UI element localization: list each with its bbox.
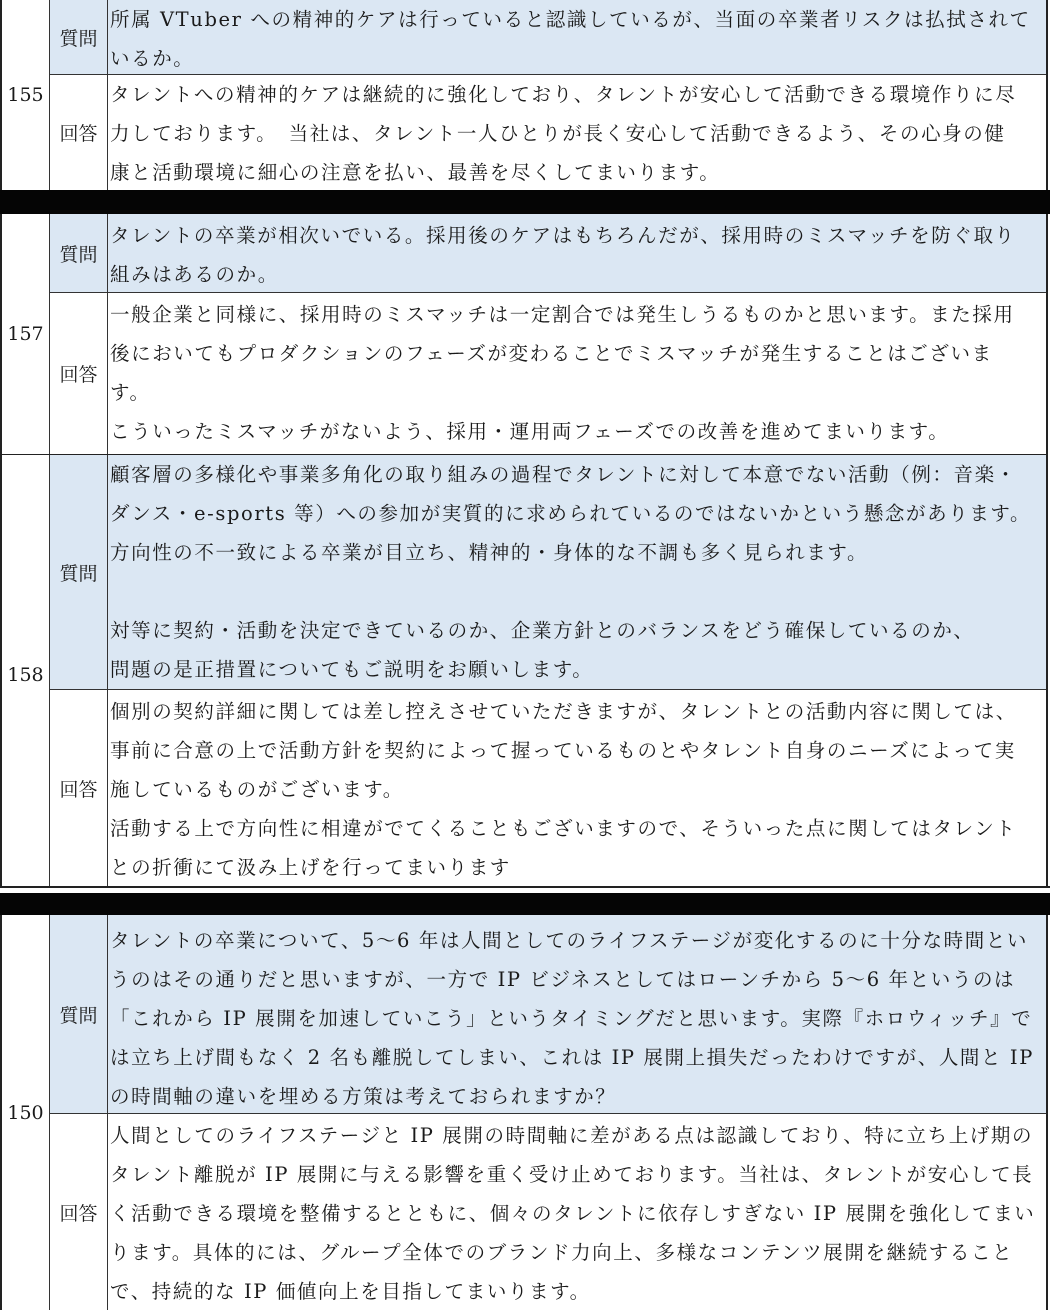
question-row — [50, 915, 1046, 1113]
question-row — [50, 214, 1046, 292]
answer-text: 個別の契約詳細に関しては差し控えさせていただきますが、タレントとの活動内容に関しては、 事前に合意の上で活動方針を契約によって握っているものとやタレント自身のニーズによって実 施しているものがございます。 活動する上で方向性に相違がでてくることもございますので、そういった点に関してはタレント との折衝にて汲み上げを行ってまいります — [110, 700, 1017, 879]
answer-label: 回答 — [50, 1114, 108, 1310]
answer-text: タレントへの精神的ケアは継続的に強化しており、タレントが安心して活動できる環境作りに尽 力しております。 当社は、タレント一人ひとりが長く安心して活動できるよう、その心身の健 康と活動環境に細心の注意を払い、最善を尽くしてまいります。 — [110, 83, 1017, 184]
entry-number: 158 — [2, 455, 50, 886]
answer-row — [50, 689, 1046, 887]
qa-entry-150 — [0, 915, 1048, 1310]
question-label: 質問 — [50, 0, 108, 74]
question-label: 質問 — [50, 455, 108, 689]
answer-text: 人間としてのライフステージと IP 展開の時間軸に差がある点は認識しており、特に立ち上げ期の タレント離脱が IP 展開に与える影響を重く受け止めております。当社は、タレントが安心して長 く活動できる環境を整備するとともに、個々のタレントに依存しすぎない IP 展開を強化してまい ります。具体的には、グループ全体でのブランド力向上、多様なコンテンツ展開を継続すること で、持続的な IP 価値向上を目指してまいります。 — [110, 1124, 1036, 1303]
qa-entry-157 — [0, 214, 1048, 454]
entry-number: 150 — [2, 915, 50, 1310]
qa-entry-155 — [0, 0, 1048, 190]
answer-label: 回答 — [50, 690, 108, 887]
question-text: タレントの卒業について、5〜6 年は人間としてのライフステージが変化するのに十分な時間とい うのはその通りだと思いますが、一方で IP ビジネスとしてはローンチから 5〜6 年というのは 「これから IP 展開を加速していこう」というタイミングだと思います。実際『ホロウィッチ』で は立ち上げ間もなく 2 名も離脱してしまい、これは IP 展開上損失だったわけですが、人間と IP の時間軸の違いを埋める方策は考えておられますか？ — [110, 929, 1034, 1108]
answer-row — [50, 1113, 1046, 1310]
question-text: 顧客層の多様化や事業多角化の取り組みの過程でタレントに対して本意でない活動（例：音楽・ ダンス・e-sports 等）への参加が実質的に求められているのではないかという懸念があります。 方向性の不一致による卒業が目立ち、精神的・身体的な不調も多く見られます。 対等に契約・活動を決定できているのか、企業方針とのバランスをどう確保しているのか、 問題の是正措置についてもご説明をお願いします。 — [110, 463, 1032, 681]
question-row — [50, 0, 1046, 74]
answer-label: 回答 — [50, 293, 108, 454]
question-label: 質問 — [50, 915, 108, 1113]
question-text: タレントの卒業が相次いでいる。採用後のケアはもちろんだが、採用時のミスマッチを防ぐ取り 組みはあるのか。 — [110, 224, 1016, 286]
answer-label: 回答 — [50, 75, 108, 190]
redaction-bar — [0, 190, 1050, 214]
question-text: 所属 VTuber への精神的ケアは行っていると認識しているが、当面の卒業者リスクは払拭されて いるか。 — [110, 8, 1031, 70]
answer-text: 一般企業と同様に、採用時のミスマッチは一定割合では発生しうるものかと思います。また採用 後においてもプロダクションのフェーズが変わることでミスマッチが発生することはございま す。 こういったミスマッチがないよう、採用・運用両フェーズでの改善を進めてまいります。 — [110, 303, 1015, 443]
answer-row — [50, 292, 1046, 454]
entry-number: 157 — [2, 214, 50, 454]
entry-number: 155 — [2, 0, 50, 190]
question-row — [50, 455, 1046, 689]
redaction-bar — [0, 893, 1050, 915]
row-divider — [0, 886, 1050, 888]
question-label: 質問 — [50, 214, 108, 292]
answer-row — [50, 74, 1046, 190]
qa-entry-158 — [0, 454, 1048, 886]
